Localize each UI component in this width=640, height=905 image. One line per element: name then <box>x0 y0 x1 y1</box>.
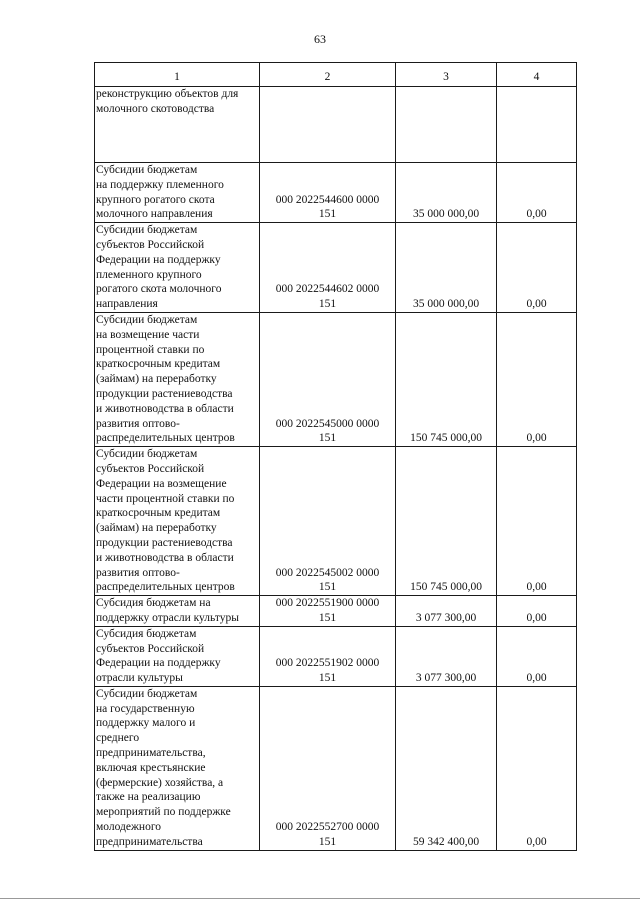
row-name: Субсидии бюджетам субъектов Российской Федерации на поддержку племенного крупного рогатого скота молочного направления <box>95 223 260 313</box>
column-header-2: 2 <box>260 63 396 87</box>
table-row <box>95 447 577 596</box>
budget-table <box>94 62 577 851</box>
table-row <box>95 686 577 850</box>
row-code: 000 2022544602 0000 151 <box>260 223 396 313</box>
row-amount-plan: 3 077 300,00 <box>396 596 497 627</box>
row-code: 000 2022545002 0000 151 <box>260 447 396 596</box>
row-amount-actual: 0,00 <box>497 596 577 627</box>
row-amount-actual: 0,00 <box>497 163 577 223</box>
row-amount-plan: 35 000 000,00 <box>396 163 497 223</box>
row-amount-plan: 3 077 300,00 <box>396 626 497 686</box>
row-code: 000 2022551902 0000 151 <box>260 626 396 686</box>
row-amount-actual: 0,00 <box>497 686 577 850</box>
row-code: 000 2022552700 0000 151 <box>260 686 396 850</box>
row-name: Субсидия бюджетам субъектов Российской Федерации на поддержку отрасли культуры <box>95 626 260 686</box>
row-code: 000 2022545000 0000 151 <box>260 312 396 446</box>
row-code: 000 2022551900 0000 151 <box>260 596 396 627</box>
row-name: Субсидии бюджетам на поддержку племенного крупного рогатого скота молочного направления <box>95 163 260 223</box>
row-amount-plan: 59 342 400,00 <box>396 686 497 850</box>
table-row <box>95 163 577 223</box>
table-row <box>95 87 577 163</box>
row-amount-actual: 0,00 <box>497 223 577 313</box>
row-name: реконструкцию объектов для молочного скотоводства <box>95 87 260 163</box>
table-row <box>95 596 577 627</box>
row-amount-actual: 0,00 <box>497 626 577 686</box>
row-code <box>260 87 396 163</box>
row-name: Субсидия бюджетам на поддержку отрасли культуры <box>95 596 260 627</box>
row-code: 000 2022544600 0000 151 <box>260 163 396 223</box>
page-number: 63 <box>314 32 326 46</box>
row-amount-plan: 150 745 000,00 <box>396 312 497 446</box>
column-header-3: 3 <box>396 63 497 87</box>
row-name: Субсидии бюджетам на государственную поддержку малого и среднего предпринимательства, включая крестьянские (фермерские) хозяйства, а также на реализацию мероприятий по поддержке молодежного предпринимательства <box>95 686 260 850</box>
scan-bottom-edge <box>0 898 640 899</box>
row-amount-plan: 150 745 000,00 <box>396 447 497 596</box>
table-row <box>95 223 577 313</box>
row-amount-actual <box>497 87 577 163</box>
row-name: Субсидии бюджетам на возмещение части процентной ставки по краткосрочным кредитам (займам) на переработку продукции растениеводства и животноводства в области развития оптово- распределительных центров <box>95 312 260 446</box>
row-amount-plan <box>396 87 497 163</box>
table-header-row <box>95 63 577 87</box>
column-header-4: 4 <box>497 63 577 87</box>
row-amount-actual: 0,00 <box>497 447 577 596</box>
table-row <box>95 626 577 686</box>
row-amount-actual: 0,00 <box>497 312 577 446</box>
row-amount-plan: 35 000 000,00 <box>396 223 497 313</box>
table-row <box>95 312 577 446</box>
column-header-1: 1 <box>95 63 260 87</box>
row-name: Субсидии бюджетам субъектов Российской Федерации на возмещение части процентной ставки по краткосрочным кредитам (займам) на переработку продукции растениеводства и животноводства в области развития оптово- распределительных центров <box>95 447 260 596</box>
